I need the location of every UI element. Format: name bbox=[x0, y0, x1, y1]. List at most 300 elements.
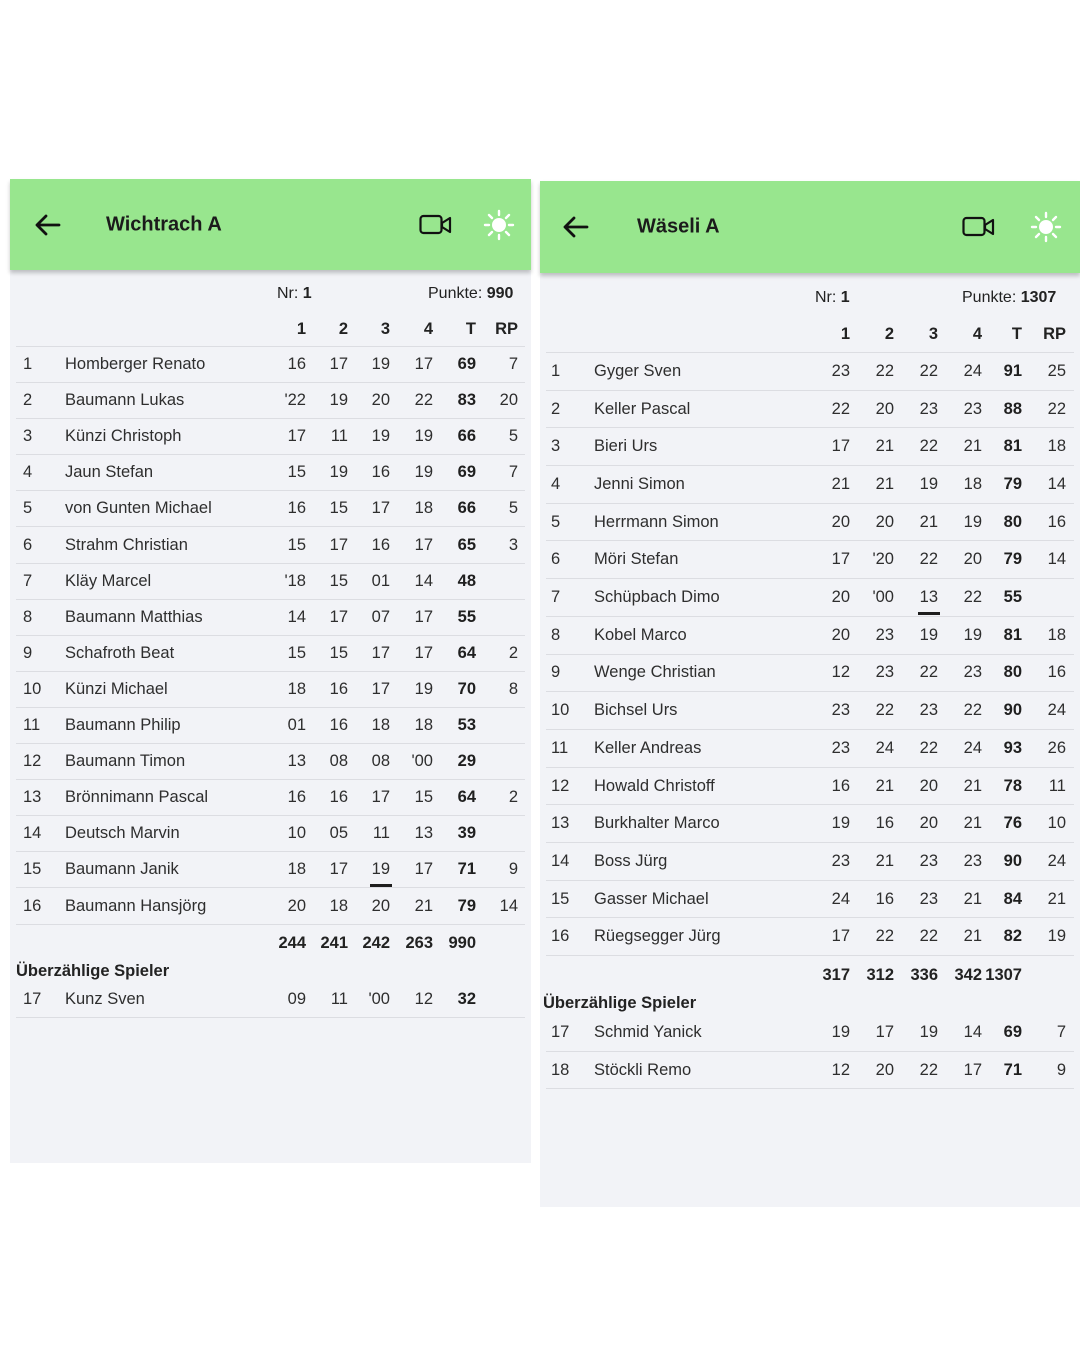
cell-rp: 16 bbox=[1047, 512, 1066, 531]
cell-rp bbox=[486, 744, 518, 779]
cell-s3: 20 bbox=[371, 896, 390, 915]
cell-s1: 14 bbox=[287, 607, 306, 626]
cell-nr: 10 bbox=[551, 701, 570, 720]
video-button[interactable] bbox=[962, 216, 996, 238]
cell-nr: 3 bbox=[23, 427, 33, 446]
cell-s3: 22 bbox=[919, 437, 938, 456]
player-row[interactable] bbox=[546, 428, 1074, 466]
team-number: Nr: 1 bbox=[277, 285, 312, 302]
cell-s1: 19 bbox=[831, 1022, 850, 1041]
cell-s4: 17 bbox=[414, 860, 433, 879]
player-row[interactable] bbox=[16, 744, 525, 780]
cell-t: 79 bbox=[457, 896, 476, 915]
cell-s3: 11 bbox=[372, 824, 390, 843]
player-row[interactable] bbox=[546, 843, 1074, 881]
cell-s3: 08 bbox=[371, 752, 390, 771]
cell-s4: 17 bbox=[414, 643, 433, 662]
cell-s4: 14 bbox=[963, 1022, 982, 1041]
cell-s2: 16 bbox=[329, 716, 348, 735]
cell-s2: 17 bbox=[329, 355, 348, 374]
cell-t: 83 bbox=[457, 391, 476, 410]
cell-s1: 16 bbox=[287, 355, 306, 374]
cell-s3: 23 bbox=[919, 701, 938, 720]
cell-s4: 21 bbox=[963, 814, 982, 833]
cell-s3: 19 bbox=[919, 1022, 938, 1041]
cell-s2: 22 bbox=[875, 701, 894, 720]
cell-name: Künzi Michael bbox=[65, 679, 168, 698]
cell-s1: 12 bbox=[831, 1060, 850, 1079]
cell-s3: 23 bbox=[919, 889, 938, 908]
cell-name: Keller Andreas bbox=[594, 738, 702, 757]
cell-name: Homberger Renato bbox=[65, 355, 206, 374]
cell-s4: 15 bbox=[414, 788, 433, 807]
cell-nr: 9 bbox=[551, 663, 561, 682]
cell-rp: 7 bbox=[508, 463, 518, 482]
cell-t: 64 bbox=[457, 788, 476, 807]
cell-s1: 09 bbox=[287, 990, 306, 1009]
cell-s2: 05 bbox=[329, 824, 348, 843]
cell-s2: 21 bbox=[875, 851, 894, 870]
cell-s2: 20 bbox=[875, 1060, 894, 1079]
cell-rp: 21 bbox=[1047, 889, 1066, 908]
player-row[interactable] bbox=[546, 466, 1074, 504]
cell-t: 79 bbox=[1003, 474, 1022, 493]
total-cell: 336 bbox=[910, 965, 938, 984]
cell-t: 65 bbox=[457, 535, 476, 554]
cell-nr: 2 bbox=[551, 399, 561, 418]
cell-s1: 23 bbox=[831, 701, 850, 720]
cell-rp: 24 bbox=[1047, 701, 1066, 720]
player-row[interactable] bbox=[546, 881, 1074, 919]
cell-rp: 9 bbox=[1056, 1060, 1066, 1079]
cell-name: Jaun Stefan bbox=[65, 463, 154, 482]
cell-name: Wenge Christian bbox=[594, 663, 716, 682]
cell-s4: 17 bbox=[414, 607, 433, 626]
cell-s1: 16 bbox=[287, 499, 306, 518]
cell-s2: 16 bbox=[329, 788, 348, 807]
cell-rp bbox=[486, 708, 518, 743]
cell-s3: 01 bbox=[371, 571, 390, 590]
player-row[interactable] bbox=[16, 780, 525, 816]
cell-s1: '22 bbox=[284, 391, 306, 410]
cell-s1: '18 bbox=[284, 571, 306, 590]
cell-nr: 17 bbox=[23, 990, 42, 1009]
cell-rp: 7 bbox=[1056, 1022, 1066, 1041]
col-header: 1 bbox=[840, 325, 850, 343]
cell-s3: 22 bbox=[919, 738, 938, 757]
player-row[interactable] bbox=[16, 600, 525, 636]
player-row[interactable] bbox=[16, 347, 525, 383]
cell-s4: 22 bbox=[963, 588, 982, 607]
cell-name: Rüegsegger Jürg bbox=[594, 927, 721, 946]
cell-s4: 14 bbox=[414, 571, 433, 590]
player-row[interactable] bbox=[546, 692, 1074, 730]
player-row[interactable] bbox=[546, 730, 1074, 768]
cell-s1: 17 bbox=[287, 427, 306, 446]
cell-t: 93 bbox=[1003, 738, 1022, 757]
team-number: Nr: 1 bbox=[815, 289, 850, 306]
cell-t: 66 bbox=[457, 499, 476, 518]
cell-s4: 21 bbox=[963, 437, 982, 456]
video-button[interactable] bbox=[419, 214, 453, 236]
cell-s2: 24 bbox=[875, 738, 894, 757]
cell-s3: 22 bbox=[919, 1060, 938, 1079]
total-cell: 263 bbox=[405, 933, 433, 952]
cell-s2: 22 bbox=[875, 361, 894, 380]
cell-s2: 17 bbox=[329, 860, 348, 879]
total-cell: 244 bbox=[278, 933, 306, 952]
cell-s1: 23 bbox=[831, 361, 850, 380]
cell-s1: 15 bbox=[287, 535, 306, 554]
cell-t: 71 bbox=[1003, 1060, 1022, 1079]
cell-t: 69 bbox=[457, 463, 476, 482]
cell-name: Boss Jürg bbox=[594, 851, 668, 870]
cell-s3: 19 bbox=[371, 355, 390, 374]
cell-nr: 14 bbox=[23, 824, 42, 843]
extra-player-row[interactable] bbox=[16, 982, 525, 1018]
cell-nr: 1 bbox=[23, 355, 33, 374]
player-row[interactable] bbox=[16, 455, 525, 491]
cell-s1: 16 bbox=[287, 788, 306, 807]
cell-s2: 21 bbox=[875, 776, 894, 795]
cell-s2: 21 bbox=[875, 437, 894, 456]
cell-s2: 23 bbox=[875, 663, 894, 682]
player-row[interactable] bbox=[16, 564, 525, 600]
cell-t: 71 bbox=[457, 860, 476, 879]
cell-s1: 15 bbox=[287, 463, 306, 482]
cell-t: 39 bbox=[457, 824, 476, 843]
cell-s4: 21 bbox=[414, 896, 433, 915]
arrow-left-icon bbox=[561, 215, 589, 239]
cell-s2: 16 bbox=[875, 889, 894, 908]
cell-s2: 17 bbox=[329, 607, 348, 626]
page-title: Wäseli A bbox=[637, 215, 720, 238]
underlined-score: 19 bbox=[371, 860, 390, 879]
col-header: T bbox=[465, 320, 476, 338]
total-cell: 317 bbox=[822, 965, 850, 984]
underlined-score: 13 bbox=[919, 588, 938, 607]
cell-rp: 14 bbox=[1047, 550, 1066, 569]
cell-rp bbox=[1032, 579, 1066, 616]
cell-nr: 7 bbox=[551, 588, 561, 607]
cell-s2: 16 bbox=[875, 814, 894, 833]
theme-toggle-button[interactable] bbox=[1030, 211, 1062, 243]
page-title: Wichtrach A bbox=[106, 213, 222, 235]
cell-name: Keller Pascal bbox=[594, 399, 691, 418]
cell-s4: 23 bbox=[963, 663, 982, 682]
cell-s2: 11 bbox=[330, 427, 348, 446]
cell-nr: 11 bbox=[23, 716, 41, 735]
cell-s2: 22 bbox=[875, 927, 894, 946]
cell-s1: 10 bbox=[287, 824, 306, 843]
cell-t: 29 bbox=[457, 752, 476, 771]
cell-s1: 18 bbox=[287, 860, 306, 879]
player-row[interactable] bbox=[546, 579, 1074, 617]
cell-s3: 23 bbox=[919, 851, 938, 870]
cell-name: Gasser Michael bbox=[594, 889, 709, 908]
player-row[interactable] bbox=[546, 617, 1074, 655]
cell-rp: 3 bbox=[508, 535, 518, 554]
extra-player-row[interactable] bbox=[546, 1014, 1074, 1052]
back-button[interactable] bbox=[560, 214, 590, 240]
cell-name: Kobel Marco bbox=[594, 625, 687, 644]
cell-s1: 20 bbox=[831, 625, 850, 644]
cell-rp: 9 bbox=[508, 860, 518, 879]
totals-row bbox=[16, 926, 525, 960]
cell-s1: 15 bbox=[287, 643, 306, 662]
cell-nr: 14 bbox=[551, 851, 570, 870]
cell-rp: 20 bbox=[499, 391, 518, 410]
cell-rp: 18 bbox=[1047, 625, 1066, 644]
cell-rp bbox=[486, 816, 518, 851]
cell-s3: 22 bbox=[919, 361, 938, 380]
cell-t: 91 bbox=[1003, 361, 1022, 380]
col-header: 2 bbox=[884, 325, 894, 343]
cell-s3: '00 bbox=[368, 990, 390, 1009]
back-button[interactable] bbox=[32, 212, 62, 238]
cell-s1: 01 bbox=[287, 716, 306, 735]
cell-s1: 18 bbox=[287, 679, 306, 698]
cell-name: Baumann Timon bbox=[65, 752, 186, 771]
cell-rp bbox=[486, 564, 518, 599]
cell-s2: 23 bbox=[875, 625, 894, 644]
table-header bbox=[546, 317, 1074, 353]
app-bar bbox=[10, 179, 531, 270]
player-row[interactable] bbox=[16, 636, 525, 672]
scorecard-panel-right bbox=[540, 181, 1080, 1207]
cell-nr: 8 bbox=[23, 607, 33, 626]
cell-name: Burkhalter Marco bbox=[594, 814, 720, 833]
cell-rp: 10 bbox=[1047, 814, 1066, 833]
cell-s1: 16 bbox=[831, 776, 850, 795]
player-row[interactable] bbox=[546, 542, 1074, 580]
player-row[interactable] bbox=[546, 919, 1074, 957]
player-row[interactable] bbox=[546, 805, 1074, 843]
cell-s4: 22 bbox=[414, 391, 433, 410]
table-header bbox=[16, 313, 525, 347]
cell-name: Bieri Urs bbox=[594, 437, 658, 456]
cell-t: 79 bbox=[1003, 550, 1022, 569]
player-row[interactable] bbox=[16, 852, 525, 888]
cell-t: 48 bbox=[457, 571, 476, 590]
cell-s3: 19 bbox=[371, 427, 390, 446]
cell-name: Gyger Sven bbox=[594, 361, 682, 380]
cell-rp: 25 bbox=[1047, 361, 1066, 380]
col-header: RP bbox=[495, 320, 518, 338]
cell-nr: 2 bbox=[23, 391, 33, 410]
player-row[interactable] bbox=[16, 419, 525, 455]
cell-s1: 20 bbox=[831, 512, 850, 531]
cell-rp: 18 bbox=[1047, 437, 1066, 456]
cell-s1: 17 bbox=[831, 437, 850, 456]
cell-s2: 18 bbox=[329, 896, 348, 915]
cell-nr: 6 bbox=[551, 550, 561, 569]
cell-t: 90 bbox=[1003, 851, 1022, 870]
cell-s2: 15 bbox=[329, 571, 348, 590]
cell-s4: 22 bbox=[963, 701, 982, 720]
cell-name: Kunz Sven bbox=[65, 990, 145, 1009]
cell-t: 32 bbox=[457, 990, 476, 1009]
cell-s1: 17 bbox=[831, 550, 850, 569]
cell-rp: 5 bbox=[508, 427, 518, 446]
cell-name: Möri Stefan bbox=[594, 550, 679, 569]
player-row[interactable] bbox=[16, 889, 525, 925]
cell-s4: 17 bbox=[414, 535, 433, 554]
cell-s4: 24 bbox=[963, 361, 982, 380]
cell-s3: 19 bbox=[919, 625, 938, 644]
cell-rp: 7 bbox=[508, 355, 518, 374]
cell-nr: 13 bbox=[551, 814, 570, 833]
player-row[interactable] bbox=[546, 768, 1074, 806]
video-camera-icon bbox=[419, 214, 453, 236]
cell-nr: 12 bbox=[23, 752, 42, 771]
cell-s3: 17 bbox=[371, 788, 390, 807]
cell-s4: 21 bbox=[963, 889, 982, 908]
cell-s1: 12 bbox=[831, 663, 850, 682]
cell-s3: 17 bbox=[371, 499, 390, 518]
cell-s1: 21 bbox=[831, 474, 850, 493]
cell-s2: 19 bbox=[329, 463, 348, 482]
cell-s2: 21 bbox=[875, 474, 894, 493]
cell-s1: 17 bbox=[831, 927, 850, 946]
cell-rp: 22 bbox=[1047, 399, 1066, 418]
cell-s3: 22 bbox=[919, 550, 938, 569]
cell-s2: 08 bbox=[329, 752, 348, 771]
cell-s1: 13 bbox=[287, 752, 306, 771]
player-row[interactable] bbox=[546, 504, 1074, 542]
cell-s1: 20 bbox=[287, 896, 306, 915]
cell-s2: 15 bbox=[329, 499, 348, 518]
team-points: Punkte: 990 bbox=[428, 285, 514, 302]
cell-s1: 23 bbox=[831, 738, 850, 757]
cell-name: von Gunten Michael bbox=[65, 499, 212, 518]
player-row[interactable] bbox=[16, 672, 525, 708]
cell-s2: 15 bbox=[329, 643, 348, 662]
cell-s2: 16 bbox=[329, 679, 348, 698]
cell-s4: 19 bbox=[963, 625, 982, 644]
cell-s4: 24 bbox=[963, 738, 982, 757]
player-row[interactable] bbox=[546, 391, 1074, 429]
sun-icon bbox=[1030, 211, 1062, 243]
cell-s3: 20 bbox=[919, 776, 938, 795]
cell-nr: 16 bbox=[551, 927, 570, 946]
cell-nr: 18 bbox=[551, 1060, 570, 1079]
cell-s3: 18 bbox=[371, 716, 390, 735]
col-header: T bbox=[1011, 325, 1022, 343]
cell-s3: 16 bbox=[371, 535, 390, 554]
cell-nr: 17 bbox=[551, 1022, 570, 1041]
cell-s2: 11 bbox=[330, 990, 348, 1009]
cell-s2: '00 bbox=[872, 588, 894, 607]
player-row[interactable] bbox=[546, 655, 1074, 693]
cell-s4: 19 bbox=[963, 512, 982, 531]
cell-t: 88 bbox=[1003, 399, 1022, 418]
cell-s3: 20 bbox=[919, 814, 938, 833]
cell-s4: 18 bbox=[414, 499, 433, 518]
player-row[interactable] bbox=[16, 383, 525, 419]
cell-rp: 8 bbox=[508, 679, 518, 698]
cell-t: 64 bbox=[457, 643, 476, 662]
sun-icon bbox=[483, 209, 515, 241]
total-cell: 990 bbox=[448, 933, 476, 952]
cell-s4: 18 bbox=[963, 474, 982, 493]
cell-rp: 14 bbox=[1047, 474, 1066, 493]
col-header: RP bbox=[1043, 325, 1066, 343]
cell-rp: 11 bbox=[1048, 776, 1066, 795]
cell-s1: 23 bbox=[831, 851, 850, 870]
cell-nr: 1 bbox=[551, 361, 561, 380]
cell-name: Howald Christoff bbox=[594, 776, 715, 795]
theme-toggle-button[interactable] bbox=[483, 209, 515, 241]
cell-s1: 22 bbox=[831, 399, 850, 418]
cell-rp: 26 bbox=[1047, 738, 1066, 757]
cell-s4: 19 bbox=[414, 679, 433, 698]
player-row[interactable] bbox=[16, 528, 525, 564]
cell-name: Baumann Hansjörg bbox=[65, 896, 207, 915]
cell-name: Baumann Matthias bbox=[65, 607, 203, 626]
total-cell: 1307 bbox=[985, 965, 1022, 984]
col-header: 3 bbox=[380, 320, 390, 338]
cell-s3: 23 bbox=[919, 399, 938, 418]
col-header: 1 bbox=[296, 320, 306, 338]
total-cell: 342 bbox=[954, 965, 982, 984]
cell-t: 55 bbox=[457, 607, 476, 626]
cell-name: Künzi Christoph bbox=[65, 427, 182, 446]
cell-rp: 16 bbox=[1047, 663, 1066, 682]
cell-s3 bbox=[362, 852, 390, 887]
cell-rp: 5 bbox=[508, 499, 518, 518]
cell-t: 55 bbox=[1003, 588, 1022, 607]
cell-t: 69 bbox=[1003, 1022, 1022, 1041]
cell-name: Baumann Lukas bbox=[65, 391, 185, 410]
cell-s4: 18 bbox=[414, 716, 433, 735]
cell-s1: 24 bbox=[831, 889, 850, 908]
cell-s4: 21 bbox=[963, 776, 982, 795]
cell-nr: 9 bbox=[23, 643, 33, 662]
app-bar bbox=[540, 181, 1080, 273]
cell-nr: 16 bbox=[23, 896, 42, 915]
col-header: 3 bbox=[928, 325, 938, 343]
scorecard-panel-left bbox=[10, 179, 531, 1163]
cell-s3: 19 bbox=[919, 474, 938, 493]
cell-nr: 10 bbox=[23, 679, 42, 698]
cell-t: 69 bbox=[457, 355, 476, 374]
cell-nr: 6 bbox=[23, 535, 33, 554]
player-row[interactable] bbox=[16, 491, 525, 527]
cell-s4: 13 bbox=[414, 824, 433, 843]
cell-rp: 19 bbox=[1047, 927, 1066, 946]
player-row[interactable] bbox=[16, 708, 525, 744]
cell-name: Kläy Marcel bbox=[65, 571, 152, 590]
cell-s2: 19 bbox=[329, 391, 348, 410]
cell-s3: 21 bbox=[919, 512, 938, 531]
player-row[interactable] bbox=[16, 816, 525, 852]
cell-name: Schmid Yanick bbox=[594, 1022, 702, 1041]
team-points: Punkte: 1307 bbox=[962, 289, 1057, 306]
player-row[interactable] bbox=[546, 353, 1074, 391]
cell-s3: 22 bbox=[919, 663, 938, 682]
cell-s4: 17 bbox=[963, 1060, 982, 1079]
cell-s4: 21 bbox=[963, 927, 982, 946]
cell-t: 81 bbox=[1003, 437, 1022, 456]
cell-s4: 12 bbox=[414, 990, 433, 1009]
cell-name: Schafroth Beat bbox=[65, 643, 175, 662]
cell-s2: 17 bbox=[329, 535, 348, 554]
cell-nr: 3 bbox=[551, 437, 561, 456]
total-cell: 242 bbox=[362, 933, 390, 952]
cell-s4: 23 bbox=[963, 399, 982, 418]
extra-player-row[interactable] bbox=[546, 1052, 1074, 1090]
